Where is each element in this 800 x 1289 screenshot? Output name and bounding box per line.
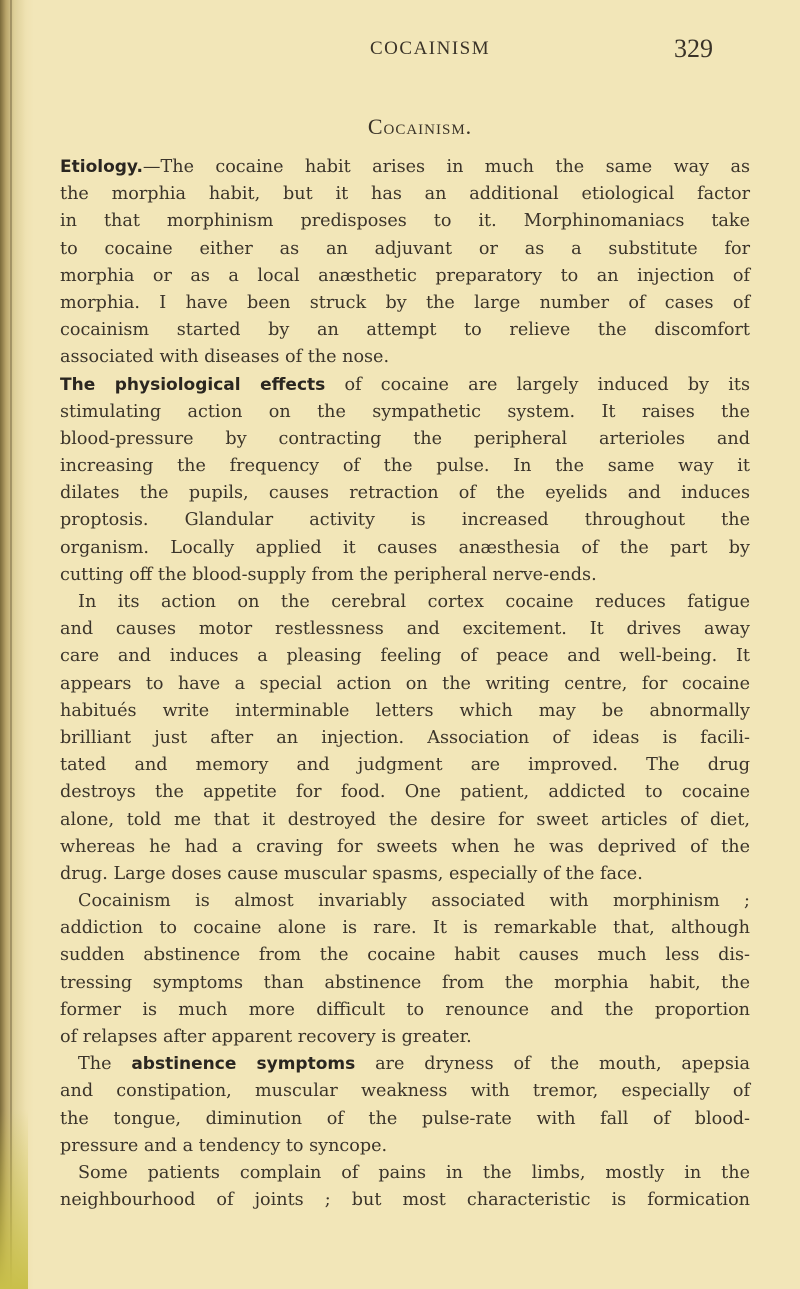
paragraph	[60, 888, 750, 1051]
line-text: —The cocaine habit arises in much the same way as	[142, 157, 750, 177]
text-line	[60, 208, 750, 235]
run-in-heading: Etiology.	[60, 157, 143, 177]
text-line	[60, 725, 750, 752]
text-line	[60, 290, 750, 317]
line-text: Some patients complain of pains in the limbs, mostly in the	[78, 1162, 750, 1183]
text-line	[60, 236, 750, 263]
text-line	[60, 1024, 750, 1051]
line-text: In its action on the cerebral cortex cocaine reduces fatigue	[78, 592, 750, 612]
line-text: addiction to cocaine alone is rare. It is remarkable that, although	[60, 918, 750, 939]
text-line	[60, 372, 750, 399]
paragraph	[60, 1051, 750, 1160]
text-line	[60, 507, 750, 534]
line-text: whereas he had a craving for sweets when he was deprived of the	[60, 836, 750, 857]
text-line	[60, 616, 750, 643]
line-text: the tongue, diminution of the pulse-rate with fall of blood-	[60, 1108, 750, 1129]
text-line	[60, 181, 750, 208]
text-line	[60, 535, 750, 562]
line-text: cocainism started by an attempt to relieve the discomfort	[60, 320, 750, 341]
line-text: cutting off the blood-supply from the peripheral nerve-ends.	[60, 564, 597, 585]
line-text: brilliant just after an injection. Association of ideas is facili-	[60, 727, 750, 748]
paragraph	[60, 589, 750, 888]
line-text: care and induces a pleasing feeling of peace and well-being. It	[60, 646, 750, 667]
text-line	[60, 480, 750, 507]
text-line	[60, 643, 750, 670]
line-text: blood-pressure by contracting the peripheral arterioles and	[60, 428, 750, 449]
line-text: morphia. I have been struck by the large number of cases of	[60, 292, 750, 313]
text-line	[60, 589, 750, 616]
line-text: dilates the pupils, causes retraction of the eyelids and induces	[60, 483, 750, 504]
text-line	[60, 997, 750, 1024]
text-line	[60, 807, 750, 834]
line-text: associated with diseases of the nose.	[60, 347, 390, 368]
text-line	[60, 942, 750, 969]
text-line	[60, 263, 750, 290]
text-line	[60, 317, 750, 344]
line-text: in that morphinism predisposes to it. Morphinomaniacs take	[60, 211, 750, 232]
page-number: 329	[674, 34, 713, 63]
line-text: sudden abstinence from the cocaine habit causes much less dis-	[60, 945, 750, 966]
run-in-heading: abstinence symptoms	[131, 1054, 356, 1075]
line-text: alone, told me that it destroyed the desire for sweet articles of diet,	[60, 809, 750, 830]
line-text: Cocainism is almost invariably associated with morphinism ;	[78, 891, 750, 912]
text-line	[60, 399, 750, 426]
line-text: neighbourhood of joints ; but most characteristic is formication	[60, 1190, 750, 1211]
paragraph	[60, 372, 750, 590]
line-text: organism. Locally applied it causes anæsthesia of the part by	[60, 537, 750, 558]
text-line	[60, 698, 750, 725]
text-line	[60, 752, 750, 779]
running-title: COCAINISM	[370, 38, 491, 59]
text-line	[60, 426, 750, 453]
line-text: morphia or as a local anæsthetic preparatory to an injection of	[60, 265, 750, 286]
text-line	[60, 562, 750, 589]
line-text: appears to have a special action on the writing centre, for cocaine	[60, 673, 750, 694]
line-text: to cocaine either as an adjuvant or as a substitute for	[60, 238, 750, 259]
text-line	[60, 154, 750, 181]
paragraph	[60, 1160, 750, 1214]
line-text: habitués write interminable letters which may be abnormally	[60, 700, 750, 721]
run-in-heading: The physiological effects	[60, 374, 326, 395]
line-text: destroys the appetite for food. One patient, addicted to cocaine	[60, 782, 750, 803]
text-line	[60, 1106, 750, 1133]
line-text: of cocaine are largely induced by its	[325, 374, 750, 395]
text-line	[60, 344, 750, 371]
line-text: proptosis. Glandular activity is increased throughout the	[60, 510, 750, 531]
text-line	[60, 861, 750, 888]
text-line	[60, 888, 750, 915]
text-line	[60, 1160, 750, 1187]
line-text: the morphia habit, but it has an additional etiological factor	[60, 184, 750, 205]
line-text: and constipation, muscular weakness with tremor, especially of	[60, 1081, 750, 1102]
page-binding-edge	[0, 0, 34, 1289]
line-text: and causes motor restlessness and excitement. It drives away	[60, 619, 750, 640]
text-line	[60, 1051, 750, 1078]
text-body	[60, 154, 750, 1214]
line-text: tressing symptoms than abstinence from the morphia habit, the	[60, 972, 750, 993]
line-text: The	[78, 1054, 132, 1075]
text-line	[60, 779, 750, 806]
text-line	[60, 453, 750, 480]
text-line	[60, 671, 750, 698]
line-text: drug. Large doses cause muscular spasms, especially of the face.	[60, 863, 643, 884]
text-line	[60, 834, 750, 861]
line-text: former is much more difficult to renounce and the proportion	[60, 999, 750, 1020]
paragraph	[60, 154, 750, 372]
line-text: of relapses after apparent recovery is greater.	[60, 1027, 472, 1047]
text-line	[60, 915, 750, 942]
line-text: pressure and a tendency to syncope.	[60, 1135, 388, 1156]
text-line	[60, 1078, 750, 1105]
text-line	[60, 1133, 750, 1160]
line-text: are dryness of the mouth, apepsia	[355, 1054, 751, 1075]
text-line	[60, 970, 750, 997]
line-text: stimulating action on the sympathetic system. It raises the	[60, 401, 750, 422]
section-heading: Cocainism.	[367, 114, 473, 139]
running-head	[0, 34, 800, 74]
line-text: increasing the frequency of the pulse. In the same way it	[60, 456, 750, 477]
text-line	[60, 1187, 750, 1214]
line-text: tated and memory and judgment are improved. The drug	[60, 755, 750, 776]
